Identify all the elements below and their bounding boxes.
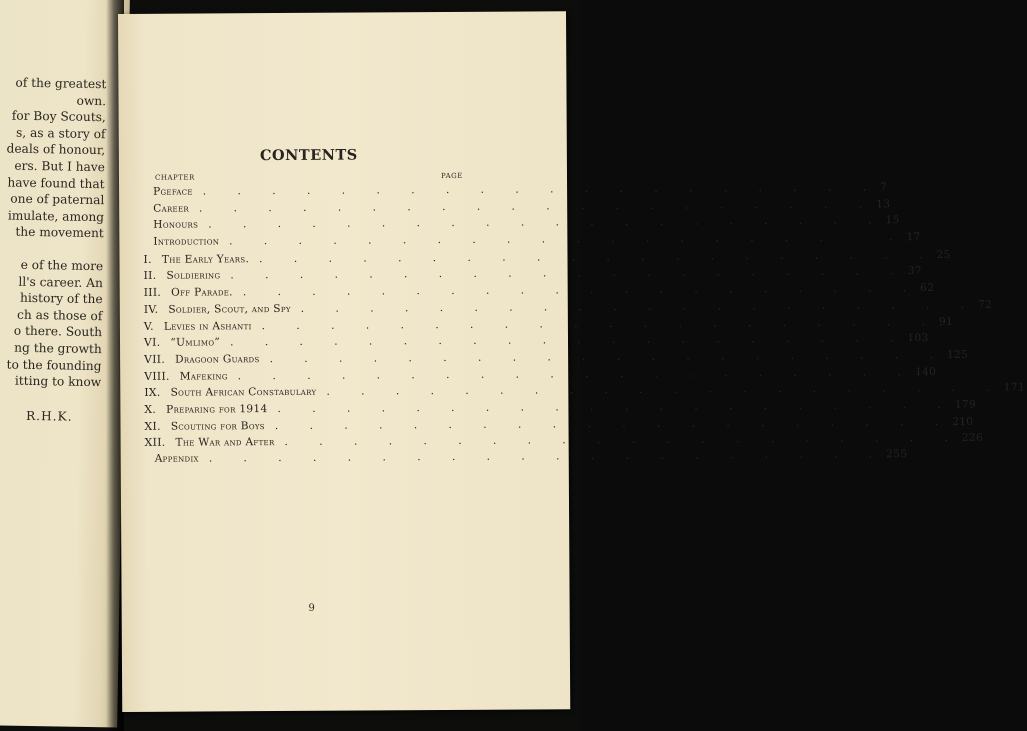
toc-chapter-title: Pgeface xyxy=(153,185,193,198)
left-line: deals of honour, xyxy=(6,141,106,158)
toc-entry xyxy=(143,231,921,253)
toc-entry xyxy=(143,298,993,320)
toc-dot-leader: . . . . . . . . . . . . . . . . . . . . xyxy=(242,282,921,299)
toc-entry xyxy=(143,315,954,336)
left-line: o there. South xyxy=(13,323,103,340)
toc-dot-leader: . . . . . . . . . . . . . . . . . . . . xyxy=(229,231,907,248)
toc-entry xyxy=(145,448,908,470)
left-line: the movement xyxy=(15,225,104,241)
toc-chapter-title: Career xyxy=(153,202,189,215)
toc-chapter-number: III. xyxy=(143,285,162,299)
toc-chapter-title: The Early Years. xyxy=(161,252,250,266)
contents-title: CONTENTS xyxy=(259,146,358,165)
toc-dot-leader: . . . . . . . . . . . . . . . . . . . . xyxy=(300,298,979,315)
toc-chapter-title: The War and After xyxy=(175,436,275,449)
toc-chapter-title: Off Parade. xyxy=(171,286,233,299)
toc-page-number: 226 xyxy=(961,432,984,445)
toc-page-number: 91 xyxy=(938,315,954,328)
left-line: e of the more xyxy=(20,257,104,274)
toc-dot-leader: . . . . . . . . . . . . . . . . . . . . xyxy=(208,214,886,231)
toc-entry xyxy=(143,214,900,236)
toc-page-number: 17 xyxy=(906,231,921,244)
left-line: ch as those of xyxy=(17,307,103,323)
toc-chapter-number: X. xyxy=(144,402,157,416)
toc-chapter-title: Soldiering xyxy=(166,269,221,283)
toc-page-number: 25 xyxy=(936,248,951,261)
toc-entry xyxy=(144,348,969,370)
left-line: itting to know xyxy=(14,373,102,390)
toc-page-number: 13 xyxy=(876,197,891,211)
toc-entry xyxy=(144,381,1025,403)
toc-dot-leader: . . . . . . . . . . . . . . . . . . . . xyxy=(230,332,908,349)
toc-dot-leader: . . . . . . . . . . . . . . . . . . . . xyxy=(326,381,1004,398)
left-line: have found that xyxy=(7,175,105,191)
toc-dot-leader: . . . . . . . . . . . . . . . . . . . . xyxy=(198,198,877,215)
left-line: imulate, among xyxy=(7,208,105,224)
toc-chapter-number: XII. xyxy=(144,436,166,450)
toc-entry xyxy=(143,248,951,270)
toc-dot-leader: . . . . . . . . . . . . . . . . . . . . xyxy=(277,398,955,415)
toc-page-number: 7 xyxy=(880,181,888,194)
toc-chapter-number: V. xyxy=(143,319,154,333)
table-of-contents xyxy=(143,181,1025,470)
toc-chapter-number: VIII. xyxy=(144,369,170,383)
toc-dot-leader: . . . . . . . . . . . . . . . . . . . . xyxy=(202,181,881,198)
toc-page-number: 72 xyxy=(978,298,993,311)
toc-page-number: 255 xyxy=(886,448,908,461)
right-page xyxy=(118,11,1025,712)
left-line: own. xyxy=(76,93,107,108)
toc-entry xyxy=(143,197,891,219)
toc-dot-leader: . . . . . . . . . . . . . . . . . . . . xyxy=(208,448,887,465)
toc-chapter-title: South African Constabulary xyxy=(170,386,317,399)
toc-chapter-title: Dragoon Guards xyxy=(175,353,260,366)
toc-chapter-title: “Umlimo” xyxy=(170,336,221,349)
toc-chapter-number: XI. xyxy=(144,419,161,433)
toc-chapter-title: Appendix xyxy=(154,452,199,465)
toc-chapter-title: Mafeking xyxy=(179,369,228,383)
left-line: ng the growth xyxy=(14,340,102,357)
toc-chapter-title: Scouting for Boys xyxy=(170,419,265,433)
left-line: history of the xyxy=(19,290,103,307)
toc-chapter-number: IV. xyxy=(143,302,159,316)
toc-chapter-title: Levies in Ashanti xyxy=(163,319,252,333)
toc-dot-leader: . . . . . . . . . . . . . . . . . . . . xyxy=(261,315,939,332)
toc-chapter-title: Soldier, Scout, and Spy xyxy=(168,302,291,316)
toc-entry xyxy=(143,332,929,353)
left-line: for Boy Scouts, xyxy=(11,108,106,125)
page-column-heading: PAGE xyxy=(440,171,463,181)
chapter-column-heading: CHAPTER xyxy=(154,173,195,182)
left-line: of the greatest xyxy=(15,75,107,92)
left-page-text xyxy=(0,74,107,426)
toc-chapter-number: VI. xyxy=(143,335,161,350)
toc-dot-leader: . . . . . . . . . . . . . . . . . . . . xyxy=(230,265,908,282)
toc-entry xyxy=(143,265,922,286)
left-paragraph-gap xyxy=(0,240,104,259)
toc-chapter-number: I. xyxy=(143,252,152,266)
toc-page-number: 103 xyxy=(907,332,929,345)
left-line: one of paternal xyxy=(10,191,105,208)
toc-chapter-number: IX. xyxy=(144,385,161,400)
toc-dot-leader: . . . . . . . . . . . . . . . . . . . . xyxy=(274,415,953,432)
toc-entry xyxy=(144,365,937,386)
toc-page-number: 171 xyxy=(1003,381,1025,394)
left-line: to the founding xyxy=(6,357,102,373)
page-number: 9 xyxy=(308,602,315,614)
toc-page-number: 179 xyxy=(954,398,976,411)
toc-page-number: 210 xyxy=(952,415,974,428)
toc-page-number: 15 xyxy=(885,214,900,227)
toc-chapter-number: VII. xyxy=(144,352,166,366)
toc-chapter-title: Introduction xyxy=(153,235,220,248)
toc-entry xyxy=(143,181,888,203)
toc-entry xyxy=(143,282,935,303)
toc-dot-leader: . . . . . . . . . . . . . . . . . . . . xyxy=(237,365,916,382)
toc-chapter-title: Honours xyxy=(153,218,199,232)
toc-page-number: 125 xyxy=(946,348,969,361)
toc-entry xyxy=(144,432,984,453)
toc-dot-leader: . . . . . . . . . . . . . . . . . . . . xyxy=(259,248,937,265)
toc-chapter-title: Preparing for 1914 xyxy=(166,403,268,416)
toc-entry xyxy=(144,415,974,436)
toc-page-number: 140 xyxy=(915,365,937,378)
toc-page-number: 37 xyxy=(907,265,922,278)
toc-page-number: 62 xyxy=(920,282,935,295)
left-line: s, as a story of xyxy=(15,125,106,141)
toc-chapter-number: II. xyxy=(143,269,157,283)
left-line: ers. But I have xyxy=(14,158,106,175)
left-line: ll's career. An xyxy=(18,274,104,290)
toc-entry xyxy=(144,398,976,420)
toc-dot-leader: . . . . . . . . . . . . . . . . . . . . xyxy=(284,432,962,449)
signature-initials: R.H.K. xyxy=(25,408,73,424)
toc-dot-leader: . . . . . . . . . . . . . . . . . . . . xyxy=(269,348,947,365)
